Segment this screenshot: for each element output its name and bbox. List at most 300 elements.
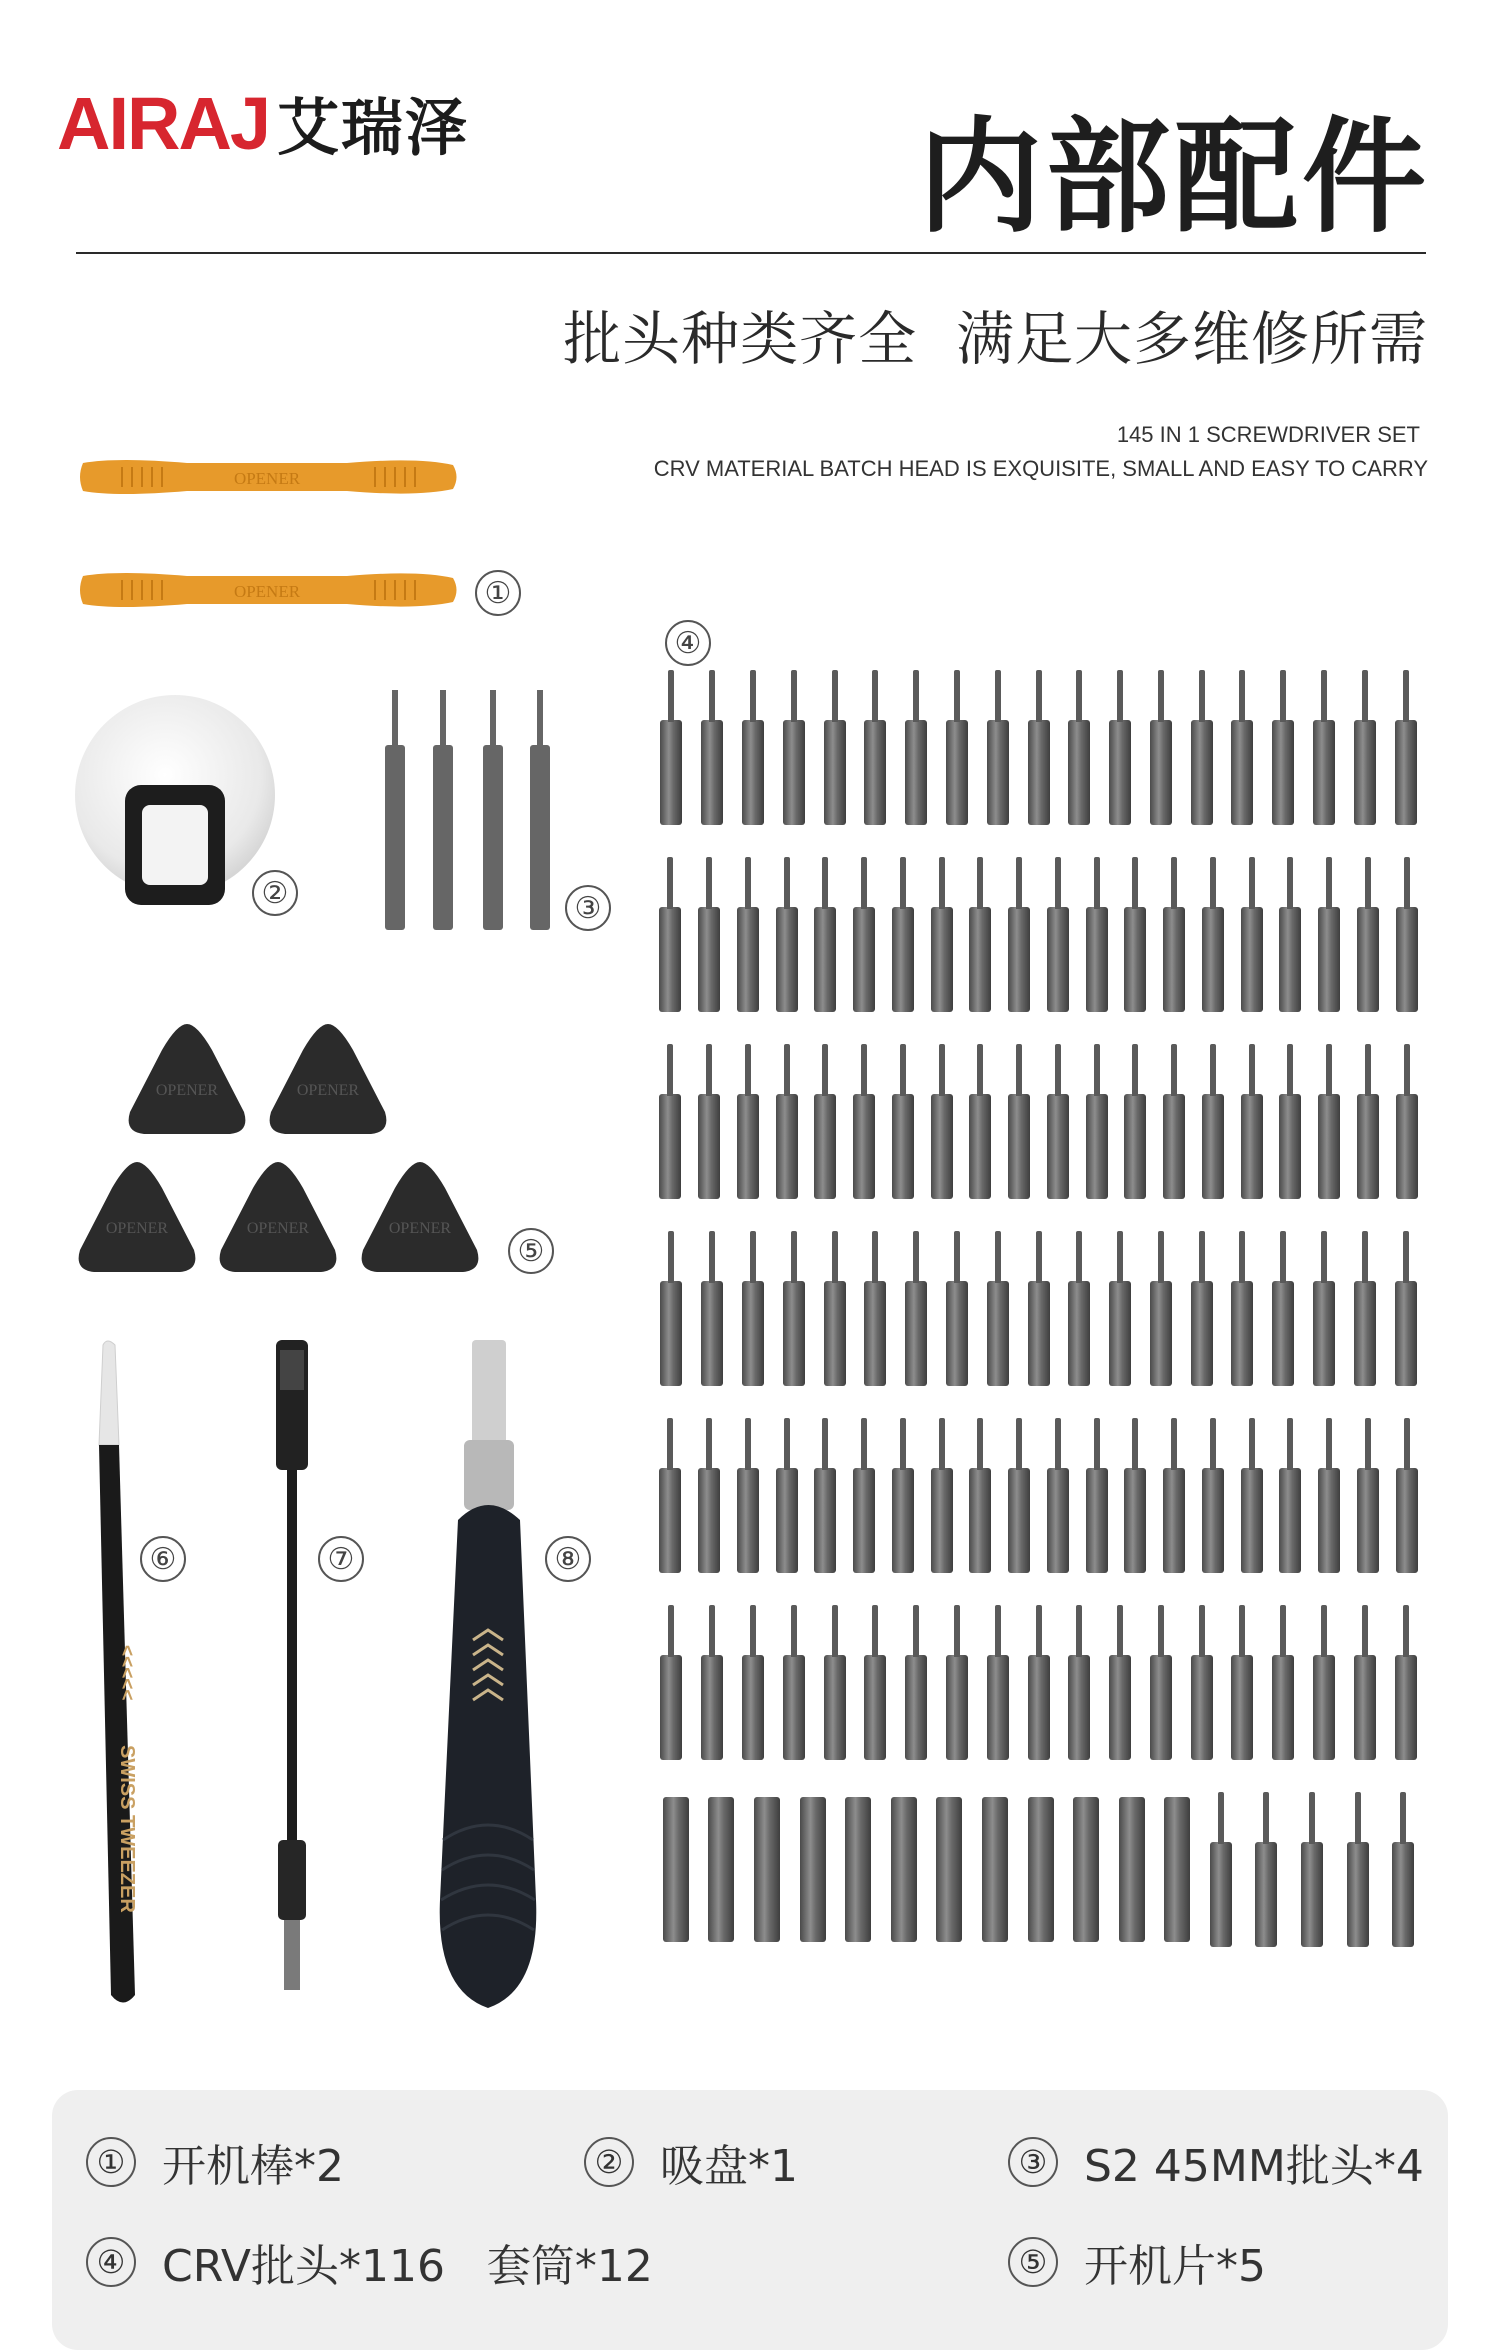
- crv-bit-tip: [791, 1605, 797, 1657]
- crv-bit-tip: [872, 1605, 878, 1657]
- crv-bit: [701, 720, 723, 825]
- crv-bit-tip: [977, 1418, 983, 1470]
- crv-bit-tip: [1218, 1792, 1224, 1844]
- legend-number: ④: [86, 2237, 136, 2287]
- opener-bar-1: [77, 455, 460, 499]
- crv-bit: [1202, 907, 1224, 1012]
- header-divider: [76, 252, 1426, 254]
- crv-bit-tip: [1094, 857, 1100, 909]
- crv-bit: [776, 907, 798, 1012]
- crv-bit-tip: [1326, 857, 1332, 909]
- crv-bit-tip: [750, 1231, 756, 1283]
- crv-bit: [708, 1797, 734, 1942]
- opener-pick-label: OPENER: [388, 1220, 452, 1237]
- crv-bit-tip: [1321, 670, 1327, 722]
- crv-bit: [783, 720, 805, 825]
- crv-bit-tip: [900, 1044, 906, 1096]
- legend-panel: [52, 2090, 1448, 2350]
- crv-bit-tip: [1036, 670, 1042, 722]
- crv-bit: [1395, 1655, 1417, 1760]
- crv-bit-tip: [1249, 1044, 1255, 1096]
- crv-bit-tip: [995, 670, 1001, 722]
- crv-bit: [1202, 1094, 1224, 1199]
- crv-bit-tip: [706, 1044, 712, 1096]
- crv-bit: [1354, 720, 1376, 825]
- crv-bit-tip: [1239, 670, 1245, 722]
- crv-bit-tip: [668, 1605, 674, 1657]
- marker-1: ①: [475, 570, 521, 616]
- crv-bit: [1231, 1655, 1253, 1760]
- crv-bit: [1047, 907, 1069, 1012]
- legend-text: 开机片*5: [1084, 2241, 1266, 2292]
- crv-bit-tip: [706, 1418, 712, 1470]
- crv-bit-tip: [1171, 1044, 1177, 1096]
- crv-bit-tip: [1287, 1418, 1293, 1470]
- crv-bit-tip: [954, 670, 960, 722]
- crv-bit-tip: [791, 1231, 797, 1283]
- crv-bit: [1163, 1468, 1185, 1573]
- crv-bit: [1396, 1094, 1418, 1199]
- crv-bit-tip: [791, 670, 797, 722]
- crv-bit: [737, 1094, 759, 1199]
- legend-item-3: [1008, 2130, 1424, 2194]
- crv-bit: [1028, 1655, 1050, 1760]
- crv-bit: [1119, 1797, 1145, 1942]
- crv-bit: [1028, 720, 1050, 825]
- crv-bit: [814, 1094, 836, 1199]
- crv-bit-tip: [784, 1418, 790, 1470]
- crv-bit: [776, 1094, 798, 1199]
- crv-bit: [1272, 720, 1294, 825]
- crv-bit: [1279, 1094, 1301, 1199]
- crv-bit-tip: [1326, 1044, 1332, 1096]
- crv-bit-tip: [667, 1044, 673, 1096]
- crv-bit-tip: [1199, 1605, 1205, 1657]
- crv-bit: [892, 1468, 914, 1573]
- marker-4: ④: [665, 620, 711, 666]
- s2-bits: [375, 685, 555, 935]
- crv-bit-tip: [832, 1605, 838, 1657]
- crv-bit: [982, 1797, 1008, 1942]
- crv-bit: [1202, 1468, 1224, 1573]
- page-title: 内部配件: [917, 106, 1430, 250]
- crv-bit-tip: [1239, 1231, 1245, 1283]
- crv-bit: [776, 1468, 798, 1573]
- crv-bit-tip: [1117, 670, 1123, 722]
- crv-bit: [1191, 1655, 1213, 1760]
- crv-bit: [931, 1094, 953, 1199]
- crv-bit: [1047, 1468, 1069, 1573]
- crv-bit-tip: [745, 1418, 751, 1470]
- legend-item-4: [86, 2230, 653, 2294]
- crv-bit-tip: [861, 1418, 867, 1470]
- crv-bit: [853, 907, 875, 1012]
- crv-bit: [742, 720, 764, 825]
- screwdriver-handle: [428, 1340, 548, 2020]
- crv-bit-tip: [1362, 670, 1368, 722]
- crv-bit: [701, 1655, 723, 1760]
- crv-bit-tip: [861, 857, 867, 909]
- crv-bit: [800, 1797, 826, 1942]
- crv-bit-tip: [1055, 857, 1061, 909]
- crv-bit-tip: [913, 1231, 919, 1283]
- legend-number: ⑤: [1008, 2237, 1058, 2287]
- crv-bit: [864, 1655, 886, 1760]
- crv-bit: [783, 1655, 805, 1760]
- crv-bit: [824, 720, 846, 825]
- crv-bit: [1086, 1468, 1108, 1573]
- crv-bit: [946, 720, 968, 825]
- crv-bit-tip: [1263, 1792, 1269, 1844]
- crv-bit: [1150, 1655, 1172, 1760]
- crv-bit: [1124, 1468, 1146, 1573]
- crv-bit: [660, 1655, 682, 1760]
- suction-cup: [70, 695, 280, 915]
- crv-bit: [663, 1797, 689, 1942]
- crv-bit: [946, 1281, 968, 1386]
- crv-bit: [987, 1655, 1009, 1760]
- crv-bit: [1124, 907, 1146, 1012]
- crv-bit-tip: [706, 857, 712, 909]
- crv-bit-tip: [668, 1231, 674, 1283]
- crv-bit-tip: [667, 857, 673, 909]
- opener-pick-1: [122, 1020, 252, 1138]
- crv-bit-tip: [1210, 857, 1216, 909]
- crv-bit: [1357, 907, 1379, 1012]
- crv-bit-tip: [709, 670, 715, 722]
- page-subtitle: 批头种类齐全 满足大多维修所需: [563, 305, 1428, 373]
- crv-bit: [1086, 1094, 1108, 1199]
- crv-bit: [737, 907, 759, 1012]
- extension-rod: [262, 1340, 322, 2000]
- crv-bit-tip: [1132, 1044, 1138, 1096]
- crv-bit: [1109, 1655, 1131, 1760]
- crv-bit: [1124, 1094, 1146, 1199]
- crv-bit-tip: [1400, 1792, 1406, 1844]
- legend-number: ③: [1008, 2137, 1058, 2187]
- crv-bit: [824, 1281, 846, 1386]
- english-caption-2: CRV MATERIAL BATCH HEAD IS EXQUISITE, SMALL AND EASY TO CARRY: [653, 456, 1428, 481]
- crv-bit: [931, 907, 953, 1012]
- crv-bit: [1357, 1468, 1379, 1573]
- crv-bit: [659, 1468, 681, 1573]
- legend-item-1: [86, 2130, 344, 2194]
- crv-bit: [1354, 1281, 1376, 1386]
- crv-bit-tip: [1404, 857, 1410, 909]
- crv-bit: [905, 1655, 927, 1760]
- crv-bit: [1396, 907, 1418, 1012]
- crv-bit-tip: [832, 670, 838, 722]
- crv-bit: [1392, 1842, 1414, 1947]
- marker-8: ⑧: [545, 1536, 591, 1582]
- crv-bit-tip: [1280, 670, 1286, 722]
- brand-latin: AIRAJ: [57, 82, 270, 165]
- crv-bit-tip: [1117, 1231, 1123, 1283]
- crv-bit-tip: [1365, 1418, 1371, 1470]
- crv-bit: [701, 1281, 723, 1386]
- crv-bit-tip: [1362, 1231, 1368, 1283]
- crv-bit: [1068, 1281, 1090, 1386]
- crv-bit: [1318, 907, 1340, 1012]
- crv-bit: [698, 1094, 720, 1199]
- crv-bit-tip: [1076, 670, 1082, 722]
- crv-bit: [1231, 720, 1253, 825]
- crv-bit-tip: [822, 1418, 828, 1470]
- crv-bit: [1047, 1094, 1069, 1199]
- crv-bit: [1347, 1842, 1369, 1947]
- crv-bit-tip: [1321, 1605, 1327, 1657]
- legend-text: S2 45MM批头*4: [1084, 2141, 1424, 2192]
- crv-bit-tip: [1287, 1044, 1293, 1096]
- crv-bit: [1028, 1281, 1050, 1386]
- crv-bit: [824, 1655, 846, 1760]
- crv-bit-tip: [1158, 670, 1164, 722]
- crv-bit: [698, 1468, 720, 1573]
- crv-bit: [1008, 907, 1030, 1012]
- crv-bit: [1272, 1281, 1294, 1386]
- crv-bit: [936, 1797, 962, 1942]
- crv-bit-tip: [822, 857, 828, 909]
- crv-bit-tip: [872, 670, 878, 722]
- crv-bit: [853, 1468, 875, 1573]
- marker-5: ⑤: [508, 1228, 554, 1274]
- crv-bit: [1163, 907, 1185, 1012]
- crv-bit-tip: [1158, 1605, 1164, 1657]
- crv-bit-tip: [977, 857, 983, 909]
- crv-bit-tip: [1210, 1044, 1216, 1096]
- crv-bit-tip: [1249, 857, 1255, 909]
- opener-bar-2: [77, 568, 460, 612]
- crv-bit-tip: [1036, 1605, 1042, 1657]
- crv-bit-tip: [1055, 1044, 1061, 1096]
- crv-bit-tip: [1199, 1231, 1205, 1283]
- crv-bit-tip: [1094, 1418, 1100, 1470]
- crv-bit-tip: [784, 857, 790, 909]
- crv-bit: [737, 1468, 759, 1573]
- crv-bit-tip: [1016, 857, 1022, 909]
- crv-bit: [1210, 1842, 1232, 1947]
- crv-bit: [1272, 1655, 1294, 1760]
- crv-bit: [987, 1281, 1009, 1386]
- legend-item-2: [584, 2130, 798, 2194]
- crv-bit: [1318, 1094, 1340, 1199]
- opener-bar-label: OPENER: [233, 582, 301, 601]
- crv-bit-tip: [1036, 1231, 1042, 1283]
- crv-bit: [814, 1468, 836, 1573]
- crv-bit: [1191, 720, 1213, 825]
- crv-bit-tip: [745, 1044, 751, 1096]
- crv-bit-grid: [650, 665, 1430, 1975]
- crv-bit-tip: [1249, 1418, 1255, 1470]
- crv-bit: [783, 1281, 805, 1386]
- crv-bit: [1255, 1842, 1277, 1947]
- crv-bit-tip: [1094, 1044, 1100, 1096]
- crv-bit-tip: [709, 1231, 715, 1283]
- crv-bit: [969, 907, 991, 1012]
- crv-bit: [1395, 720, 1417, 825]
- crv-bit-tip: [1365, 857, 1371, 909]
- crv-bit: [1150, 720, 1172, 825]
- crv-bit-tip: [1365, 1044, 1371, 1096]
- crv-bit: [853, 1094, 875, 1199]
- crv-bit-tip: [872, 1231, 878, 1283]
- opener-pick-5: [355, 1158, 485, 1276]
- crv-bit: [1068, 720, 1090, 825]
- crv-bit: [891, 1797, 917, 1942]
- crv-bit-tip: [832, 1231, 838, 1283]
- opener-pick-label: OPENER: [296, 1082, 360, 1099]
- marker-7: ⑦: [318, 1536, 364, 1582]
- marker-6: ⑥: [140, 1536, 186, 1582]
- crv-bit-tip: [709, 1605, 715, 1657]
- crv-bit-tip: [1362, 1605, 1368, 1657]
- crv-bit: [892, 907, 914, 1012]
- crv-bit: [1313, 720, 1335, 825]
- crv-bit: [659, 907, 681, 1012]
- opener-pick-label: OPENER: [155, 1082, 219, 1099]
- crv-bit: [1008, 1468, 1030, 1573]
- opener-pick-label: OPENER: [246, 1220, 310, 1237]
- crv-bit-tip: [1403, 670, 1409, 722]
- crv-bit: [1163, 1094, 1185, 1199]
- english-caption-1: 145 IN 1 SCREWDRIVER SET: [1116, 422, 1420, 447]
- crv-bit-tip: [1355, 1792, 1361, 1844]
- crv-bit-tip: [1016, 1044, 1022, 1096]
- crv-bit: [1354, 1655, 1376, 1760]
- opener-pick-3: [72, 1158, 202, 1276]
- crv-bit: [1008, 1094, 1030, 1199]
- crv-bit-tip: [995, 1231, 1001, 1283]
- crv-bit: [1357, 1094, 1379, 1199]
- crv-bit: [1150, 1281, 1172, 1386]
- crv-bit-tip: [1117, 1605, 1123, 1657]
- crv-bit-tip: [1239, 1605, 1245, 1657]
- opener-pick-label: OPENER: [105, 1220, 169, 1237]
- crv-bit: [660, 720, 682, 825]
- crv-bit: [1028, 1797, 1054, 1942]
- crv-bit: [1164, 1797, 1190, 1942]
- crv-bit: [1109, 720, 1131, 825]
- crv-bit-tip: [1076, 1605, 1082, 1657]
- crv-bit: [754, 1797, 780, 1942]
- opener-pick-2: [263, 1020, 393, 1138]
- crv-bit-tip: [1199, 670, 1205, 722]
- crv-bit: [969, 1094, 991, 1199]
- crv-bit-tip: [1404, 1418, 1410, 1470]
- crv-bit: [1086, 907, 1108, 1012]
- crv-bit-tip: [861, 1044, 867, 1096]
- crv-bit-tip: [1404, 1044, 1410, 1096]
- crv-bit: [1301, 1842, 1323, 1947]
- marker-2: ②: [252, 870, 298, 916]
- crv-bit-tip: [913, 1605, 919, 1657]
- opener-pick-4: [213, 1158, 343, 1276]
- crv-bit-tip: [1132, 857, 1138, 909]
- crv-bit-tip: [900, 1418, 906, 1470]
- crv-bit-tip: [745, 857, 751, 909]
- crv-bit-tip: [1132, 1418, 1138, 1470]
- legend-item-5: [1008, 2230, 1266, 2294]
- crv-bit: [892, 1094, 914, 1199]
- crv-bit-tip: [1403, 1605, 1409, 1657]
- crv-bit: [969, 1468, 991, 1573]
- crv-bit: [905, 1281, 927, 1386]
- crv-bit-tip: [750, 670, 756, 722]
- crv-bit-tip: [784, 1044, 790, 1096]
- crv-bit: [1313, 1655, 1335, 1760]
- crv-bit-tip: [1403, 1231, 1409, 1283]
- crv-bit-tip: [1280, 1605, 1286, 1657]
- crv-bit-tip: [668, 670, 674, 722]
- legend-text: CRV批头*116 套筒*12: [162, 2241, 653, 2292]
- crv-bit: [814, 907, 836, 1012]
- crv-bit-tip: [1280, 1231, 1286, 1283]
- crv-bit: [1318, 1468, 1340, 1573]
- crv-bit: [1395, 1281, 1417, 1386]
- crv-bit-tip: [1076, 1231, 1082, 1283]
- crv-bit: [946, 1655, 968, 1760]
- crv-bit: [1241, 907, 1263, 1012]
- crv-bit-tip: [939, 1044, 945, 1096]
- crv-bit: [1191, 1281, 1213, 1386]
- crv-bit: [1068, 1655, 1090, 1760]
- crv-bit: [660, 1281, 682, 1386]
- crv-bit-tip: [1287, 857, 1293, 909]
- crv-bit-tip: [1171, 1418, 1177, 1470]
- crv-bit-tip: [822, 1044, 828, 1096]
- crv-bit-tip: [995, 1605, 1001, 1657]
- crv-bit-tip: [913, 670, 919, 722]
- crv-bit: [931, 1468, 953, 1573]
- crv-bit: [987, 720, 1009, 825]
- crv-bit: [864, 1281, 886, 1386]
- crv-bit: [845, 1797, 871, 1942]
- crv-bit: [1396, 1468, 1418, 1573]
- crv-bit-tip: [900, 857, 906, 909]
- crv-bit: [1241, 1094, 1263, 1199]
- crv-bit: [1109, 1281, 1131, 1386]
- crv-bit: [1241, 1468, 1263, 1573]
- tweezer: [85, 1335, 145, 2015]
- crv-bit: [742, 1655, 764, 1760]
- crv-bit-tip: [954, 1231, 960, 1283]
- crv-bit-tip: [1326, 1418, 1332, 1470]
- brand-logo: [57, 78, 469, 167]
- crv-bit-tip: [667, 1418, 673, 1470]
- crv-bit-tip: [939, 857, 945, 909]
- crv-bit-tip: [977, 1044, 983, 1096]
- crv-bit-tip: [750, 1605, 756, 1657]
- crv-bit: [742, 1281, 764, 1386]
- crv-bit: [1073, 1797, 1099, 1942]
- opener-bar-label: OPENER: [233, 469, 301, 488]
- crv-bit-tip: [1016, 1418, 1022, 1470]
- crv-bit-tip: [954, 1605, 960, 1657]
- crv-bit-tip: [1321, 1231, 1327, 1283]
- crv-bit-tip: [939, 1418, 945, 1470]
- brand-chinese: 艾瑞泽: [277, 91, 470, 164]
- legend-number: ②: [584, 2137, 634, 2187]
- crv-bit-tip: [1171, 857, 1177, 909]
- marker-3: ③: [565, 885, 611, 931]
- crv-bit: [698, 907, 720, 1012]
- crv-bit: [659, 1094, 681, 1199]
- crv-bit-tip: [1309, 1792, 1315, 1844]
- crv-bit: [1279, 1468, 1301, 1573]
- crv-bit: [905, 720, 927, 825]
- crv-bit: [1279, 907, 1301, 1012]
- crv-bit: [1231, 1281, 1253, 1386]
